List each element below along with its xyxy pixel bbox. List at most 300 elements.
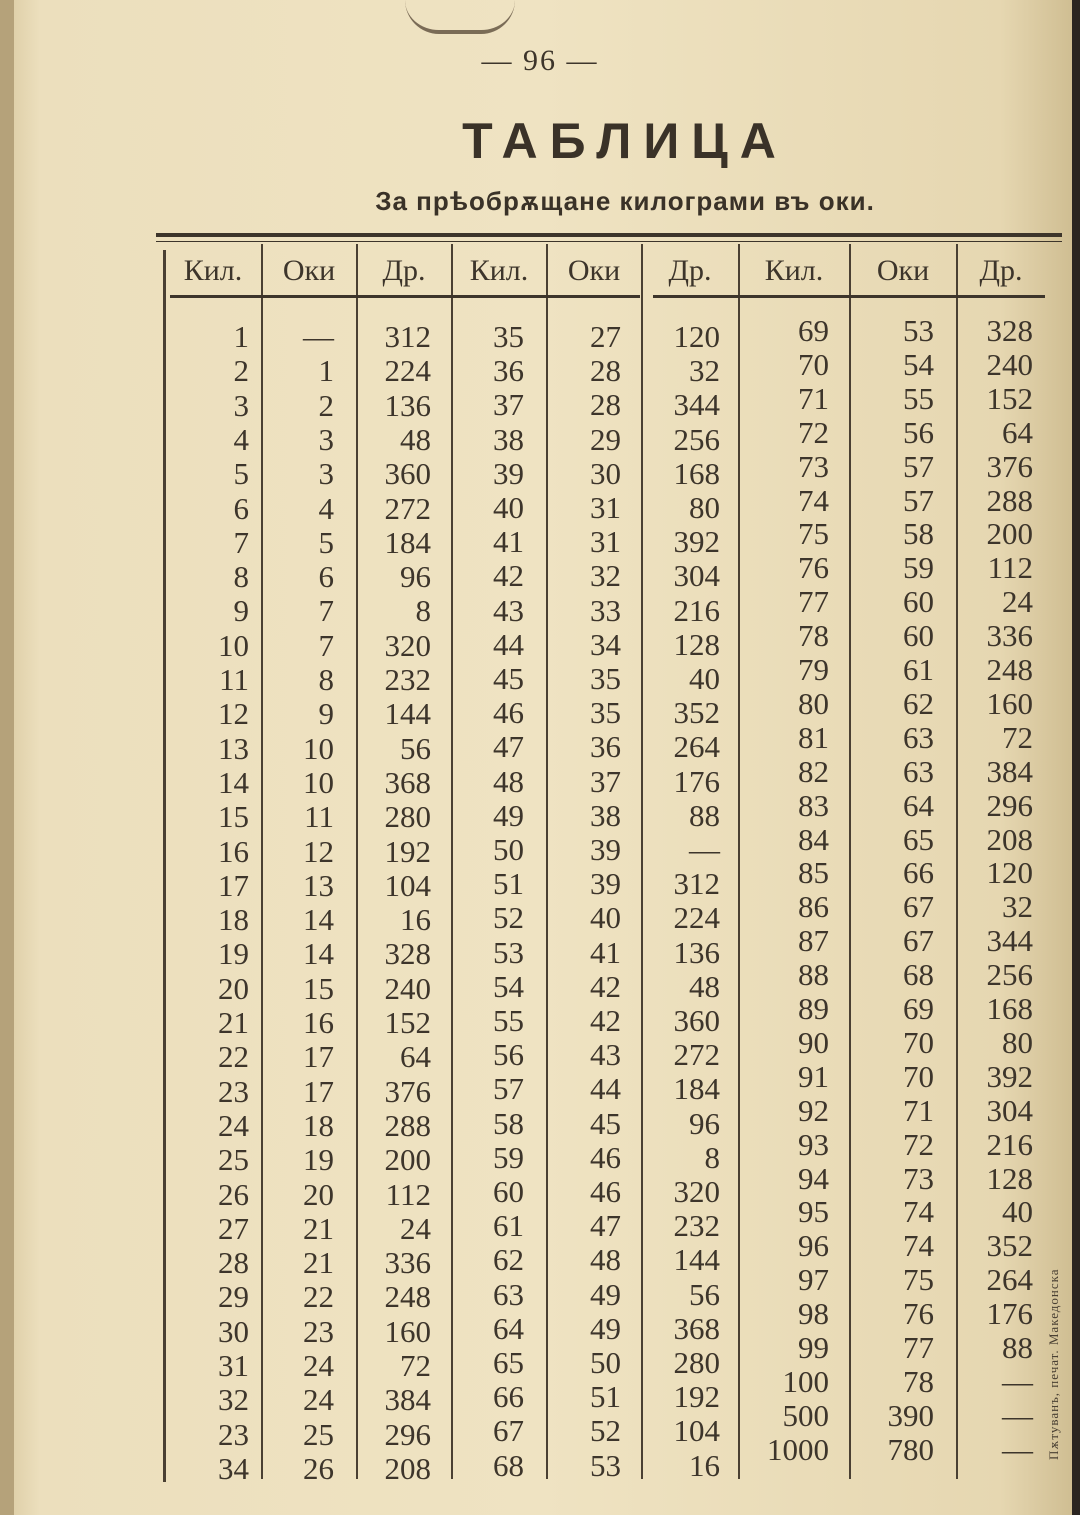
table-cell: 240 (986, 346, 1033, 382)
table-cell: 42 (590, 968, 621, 1004)
table-cell: 192 (673, 1379, 720, 1415)
page-number: — 96 — (481, 44, 599, 77)
column-header: Оки (282, 254, 336, 287)
table-cell: 304 (986, 1092, 1033, 1128)
table-cell: 53 (903, 313, 934, 348)
table-cell: 88 (689, 797, 720, 833)
table-cell: 3 (233, 387, 249, 423)
table-cell: 336 (986, 618, 1033, 654)
table-cell: 75 (903, 1262, 934, 1298)
table-cell: 55 (903, 380, 934, 416)
table-cell: 62 (493, 1242, 524, 1278)
table-cell: 160 (986, 685, 1033, 721)
table-cell: 32 (1002, 889, 1033, 925)
table-cell: 44 (493, 626, 524, 662)
table-cell: 50 (493, 832, 524, 867)
table-cell: 16 (689, 1447, 720, 1483)
table-cell: 65 (903, 821, 934, 857)
table-cell: 74 (798, 482, 829, 518)
table-cell: 83 (798, 787, 829, 823)
table-cell: 9 (233, 593, 249, 629)
table-cell: 37 (590, 763, 621, 799)
table-cell: 23 (218, 1416, 249, 1452)
table-cell: 50 (590, 1345, 621, 1380)
table-cell: 52 (493, 900, 524, 936)
side-imprint: Пѫтуванъ, печат. Македонска (1046, 1268, 1061, 1460)
table-cell: 45 (493, 661, 524, 696)
table-cell: 176 (673, 763, 720, 799)
table-cell: 7 (318, 627, 334, 663)
table-cell: 36 (493, 353, 524, 389)
table-cell: 75 (798, 516, 829, 552)
table-cell: 71 (903, 1092, 934, 1128)
table-top-rule-thin (156, 241, 1062, 242)
table-cell: 74 (903, 1228, 934, 1264)
table-cell: 5 (233, 456, 249, 492)
table-cell: 21 (218, 1005, 249, 1040)
table-cell: 224 (384, 353, 431, 389)
table-cell: 120 (673, 319, 720, 354)
table-cell: 17 (218, 867, 249, 903)
table-cell: 86 (798, 889, 829, 925)
table-cell: 28 (590, 387, 621, 423)
table-cell: 47 (590, 1208, 621, 1244)
table-cell: 78 (798, 618, 829, 654)
table-cell: 1000 (767, 1431, 829, 1467)
column-header: Др. (668, 254, 712, 287)
table-cell: 16 (218, 833, 249, 869)
table-cell: 296 (986, 787, 1033, 823)
table-cell: 96 (798, 1228, 829, 1264)
table-cell: — (1002, 1363, 1033, 1399)
table-cell: 184 (384, 524, 431, 560)
table-cell: 17 (303, 1073, 334, 1109)
table-cell: 92 (798, 1092, 829, 1128)
table-cell: 53 (590, 1447, 621, 1483)
table-cell: 98 (798, 1296, 829, 1332)
table-cell: 40 (1002, 1194, 1033, 1230)
table-cell: 37 (493, 387, 524, 423)
table-cell: 79 (798, 652, 829, 687)
table-cell: 376 (986, 448, 1033, 484)
table-cell: 51 (493, 866, 524, 902)
table-cell: 32 (590, 558, 621, 594)
table-cell: 90 (798, 1024, 829, 1060)
table-cell: 26 (218, 1176, 249, 1212)
table-cell: 60 (493, 1174, 524, 1209)
table-cell: 112 (987, 550, 1033, 586)
column-header: Др. (979, 254, 1023, 287)
table-cell: 208 (384, 1450, 431, 1486)
table-cell: 248 (384, 1279, 431, 1315)
table-cell: 46 (590, 1139, 621, 1175)
torn-paper-mark (405, 0, 515, 34)
table-cell: 84 (798, 821, 829, 857)
table-cell: 2 (233, 353, 249, 389)
table-cell: 69 (798, 313, 829, 348)
table-cell: 18 (303, 1107, 334, 1143)
table-cell: 224 (673, 900, 720, 936)
table-cell: 280 (384, 799, 431, 835)
table-cell: 65 (493, 1345, 524, 1380)
table-cell: 320 (384, 627, 431, 663)
table-cell: 28 (590, 353, 621, 389)
table-cell: — (689, 832, 720, 867)
table-cell: 1 (318, 353, 334, 389)
table-cell: 120 (986, 855, 1033, 891)
table-cell: 280 (673, 1345, 720, 1380)
table-cell: 64 (400, 1039, 431, 1075)
table-cell: 33 (590, 592, 621, 628)
table-cell: 304 (673, 558, 720, 594)
table-cell: 43 (493, 592, 524, 628)
table-cell: 500 (782, 1397, 829, 1433)
table-cell: 23 (218, 1073, 249, 1109)
table-cell: 100 (782, 1363, 829, 1399)
table-cell: 64 (493, 1310, 524, 1346)
table-cell: 38 (493, 421, 524, 457)
table-cell: 14 (303, 936, 334, 972)
table-cell: 56 (903, 414, 934, 450)
table-cell: 34 (590, 626, 621, 662)
table-cell: 15 (218, 799, 249, 835)
table-cell: 55 (493, 1003, 524, 1038)
table-cell: 46 (590, 1174, 621, 1209)
table-cell: 35 (590, 695, 621, 731)
table-cell: 312 (673, 866, 720, 902)
table-cell: 57 (903, 448, 934, 484)
table-cell: 128 (986, 1160, 1033, 1196)
table-cell: 58 (493, 1105, 524, 1141)
table-cell: — (1002, 1397, 1033, 1433)
table-cell: 144 (384, 696, 431, 732)
table-cell: 77 (903, 1330, 934, 1365)
table-cell: 256 (673, 421, 720, 457)
table-cell: 240 (384, 970, 431, 1006)
table-cell: 36 (590, 729, 621, 765)
table-cell: 160 (384, 1313, 431, 1349)
table-cell: 16 (303, 1005, 334, 1040)
table-cell: 21 (303, 1210, 334, 1246)
table-cell: 13 (303, 867, 334, 903)
table-cell: 112 (385, 1176, 431, 1212)
table-cell: — (1002, 1431, 1033, 1467)
table-cell: 136 (673, 934, 720, 970)
table-cell: 264 (673, 729, 720, 765)
table-cell: 176 (986, 1296, 1033, 1332)
table-cell: 59 (903, 550, 934, 586)
table-cell: 54 (493, 968, 524, 1004)
table-cell: 32 (218, 1382, 249, 1418)
table-cell: 248 (986, 652, 1033, 687)
table-cell: 328 (384, 936, 431, 972)
table-cell: 45 (590, 1105, 621, 1141)
table-cell: 85 (798, 855, 829, 891)
table-cell: 34 (218, 1450, 249, 1486)
table-cell: 17 (303, 1039, 334, 1075)
table-cell: 99 (798, 1330, 829, 1365)
table-cell: 72 (1002, 719, 1033, 755)
table-cell: 93 (798, 1126, 829, 1162)
table-cell: 390 (887, 1397, 934, 1433)
table-cell: 11 (304, 799, 334, 835)
table-cell: 89 (798, 991, 829, 1026)
table-cell: 41 (493, 524, 524, 560)
table-cell: 152 (986, 380, 1033, 416)
table-cell: 87 (798, 923, 829, 959)
table-cell: 3 (318, 421, 334, 457)
table-cell: 25 (218, 1142, 249, 1178)
table-cell: 66 (493, 1379, 524, 1415)
table-cell: 16 (400, 902, 431, 938)
table-cell: 24 (218, 1107, 249, 1143)
table-cell: 24 (303, 1382, 334, 1418)
table-cell: 32 (689, 353, 720, 389)
column-header: Кил. (764, 254, 824, 287)
table-cell: 344 (986, 923, 1033, 959)
table-cell: 360 (384, 456, 431, 492)
header-rule (170, 295, 640, 298)
column-header: Оки (876, 254, 930, 287)
page-subtitle: За прѣобрѫщане килограми въ оки. (375, 186, 875, 216)
table-cell: 14 (218, 764, 249, 800)
page-title: ТАБЛИЦА (462, 113, 788, 169)
table-cell: 82 (798, 753, 829, 789)
table-cell: 1 (233, 319, 249, 354)
table-cell: 8 (704, 1139, 720, 1175)
table-cell: 68 (903, 957, 934, 993)
table-cell: 76 (903, 1296, 934, 1332)
table-cell: 56 (493, 1037, 524, 1073)
table-cell: 272 (384, 490, 431, 526)
table-cell: 200 (986, 516, 1033, 552)
table-cell: 288 (384, 1107, 431, 1143)
table-cell: 72 (903, 1126, 934, 1162)
header-rule (653, 295, 1045, 298)
table-cell: 9 (318, 696, 334, 732)
table-cell: 5 (318, 524, 334, 560)
table-cell: 24 (1002, 584, 1033, 620)
table-cell: 74 (903, 1194, 934, 1230)
table-cell: 392 (673, 524, 720, 560)
table-cell: 368 (673, 1310, 720, 1346)
table-cell: 60 (903, 618, 934, 654)
table-cell: 49 (590, 1310, 621, 1346)
table-cell: 67 (493, 1413, 524, 1449)
table-cell: 39 (590, 866, 621, 902)
table-cell: 62 (903, 685, 934, 721)
table-cell: 61 (493, 1208, 524, 1244)
table-cell: 35 (493, 319, 524, 354)
table-cell: 68 (493, 1447, 524, 1483)
table-cell: — (303, 319, 334, 354)
table-cell: 94 (798, 1160, 829, 1196)
table-cell: 144 (673, 1242, 720, 1278)
table-cell: 25 (303, 1416, 334, 1452)
table-cell: 52 (590, 1413, 621, 1449)
table-cell: 184 (673, 1071, 720, 1107)
table-cell: 352 (986, 1228, 1033, 1264)
table-cell: 73 (798, 448, 829, 484)
table-cell: 67 (903, 923, 934, 959)
binding-strip (1072, 0, 1080, 1515)
table-cell: 70 (798, 346, 829, 382)
table-cell: 35 (590, 661, 621, 696)
table-cell: 88 (1002, 1330, 1033, 1365)
table-cell: 69 (903, 991, 934, 1026)
table-cell: 42 (590, 1003, 621, 1038)
table-cell: 77 (798, 584, 829, 620)
table-cell: 29 (218, 1279, 249, 1315)
table-cell: 54 (903, 346, 934, 382)
table-cell: 57 (493, 1071, 524, 1107)
table-cell: 63 (903, 753, 934, 789)
table-cell: 66 (903, 855, 934, 891)
table-cell: 344 (673, 387, 720, 423)
table-cell: 72 (400, 1348, 431, 1383)
table-cell: 80 (689, 490, 720, 525)
table-cell: 14 (303, 902, 334, 938)
table-cell: 38 (590, 797, 621, 833)
table-cell: 97 (798, 1262, 829, 1298)
table-cell: 168 (986, 991, 1033, 1026)
table-cell: 8 (415, 593, 431, 629)
table-cell: 48 (493, 763, 524, 799)
table-cell: 26 (303, 1450, 334, 1486)
table-cell: 23 (303, 1313, 334, 1349)
table-cell: 60 (903, 584, 934, 620)
table-cell: 232 (673, 1208, 720, 1244)
table-cell: 12 (218, 696, 249, 732)
table-cell: 328 (986, 313, 1033, 348)
table-cell: 47 (493, 729, 524, 765)
table-cell: 80 (1002, 1024, 1033, 1060)
table-cell: 30 (590, 455, 621, 491)
table-top-rule (156, 233, 1062, 237)
table-cell: 12 (303, 833, 334, 869)
table-cell: 56 (689, 1276, 720, 1312)
table-cell: 136 (384, 387, 431, 423)
table-cell: 95 (798, 1194, 829, 1230)
table-cell: 352 (673, 695, 720, 731)
table-cell: 31 (590, 524, 621, 560)
table-cell: 91 (798, 1058, 829, 1094)
table-cell: 216 (986, 1126, 1033, 1162)
table-cell: 39 (590, 832, 621, 867)
table-cell: 63 (493, 1276, 524, 1312)
column-header: Др. (382, 254, 426, 287)
table-cell: 57 (903, 482, 934, 518)
table-cell: 80 (798, 685, 829, 721)
table-cell: 59 (493, 1139, 524, 1175)
table-cell: 392 (986, 1058, 1033, 1094)
table-cell: 71 (798, 380, 829, 416)
table-cell: 384 (986, 753, 1033, 789)
table-cell: 20 (303, 1176, 334, 1212)
table-cell: 70 (903, 1058, 934, 1094)
table-cell: 73 (903, 1160, 934, 1196)
table-cell: 336 (384, 1245, 431, 1281)
table-cell: 96 (689, 1105, 720, 1141)
table-cell: 30 (218, 1313, 249, 1349)
column-header: Оки (567, 254, 621, 287)
table-cell: 288 (986, 482, 1033, 518)
table-cell: 24 (400, 1210, 431, 1246)
table-cell: 31 (218, 1348, 249, 1383)
table-cell: 104 (384, 867, 431, 903)
table-cell: 70 (903, 1024, 934, 1060)
table-cell: 168 (673, 455, 720, 491)
table-cell: 96 (400, 559, 431, 595)
table-cell: 61 (903, 652, 934, 687)
table-cell: 232 (384, 662, 431, 697)
table-cell: 42 (493, 558, 524, 594)
table-cell: 6 (233, 490, 249, 526)
table-cell: 15 (303, 970, 334, 1006)
table-cell: 58 (903, 516, 934, 552)
table-cell: 28 (218, 1245, 249, 1281)
table-cell: 11 (219, 662, 249, 697)
table-cell: 13 (218, 730, 249, 766)
table-cell: 29 (590, 421, 621, 457)
table-cell: 320 (673, 1174, 720, 1209)
table-cell: 2 (318, 387, 334, 423)
table-cell: 384 (384, 1382, 431, 1418)
table-cell: 64 (903, 787, 934, 823)
table-cell: 780 (887, 1431, 934, 1467)
table-cell: 27 (218, 1210, 249, 1246)
table-cell: 78 (903, 1363, 934, 1399)
table-cell: 4 (318, 490, 334, 526)
table-cell: 10 (218, 627, 249, 663)
table-cell: 272 (673, 1037, 720, 1073)
table-cell: 88 (798, 957, 829, 993)
table-cell: 76 (798, 550, 829, 586)
table-cell: 48 (400, 421, 431, 457)
table-cell: 39 (493, 455, 524, 491)
table-cell: 44 (590, 1071, 621, 1107)
table-cell: 200 (384, 1142, 431, 1178)
column-header: Кил. (183, 254, 243, 287)
table-cell: 10 (303, 764, 334, 800)
table-cell: 128 (673, 626, 720, 662)
table-cell: 63 (903, 719, 934, 755)
table-cell: 7 (233, 524, 249, 560)
table-cell: 46 (493, 695, 524, 731)
table-cell: 8 (318, 662, 334, 697)
table-cell: 368 (384, 764, 431, 800)
table-cell: 296 (384, 1416, 431, 1452)
table-cell: 64 (1002, 414, 1033, 450)
table-cell: 48 (590, 1242, 621, 1278)
table-cell: 360 (673, 1003, 720, 1038)
table-cell: 6 (318, 559, 334, 595)
table-cell: 256 (986, 957, 1033, 993)
table-cell: 18 (218, 902, 249, 938)
table-cell: 19 (218, 936, 249, 972)
table-cell: 22 (303, 1279, 334, 1315)
table-cell: 22 (218, 1039, 249, 1075)
table-cell: 49 (493, 797, 524, 833)
table-cell: 41 (590, 934, 621, 970)
table-cell: 376 (384, 1073, 431, 1109)
table-cell: 40 (590, 900, 621, 936)
table-cell: 31 (590, 490, 621, 525)
table-cell: 24 (303, 1348, 334, 1383)
table-cell: 152 (384, 1005, 431, 1040)
table-cell: 67 (903, 889, 934, 925)
table-cell: 7 (318, 593, 334, 629)
